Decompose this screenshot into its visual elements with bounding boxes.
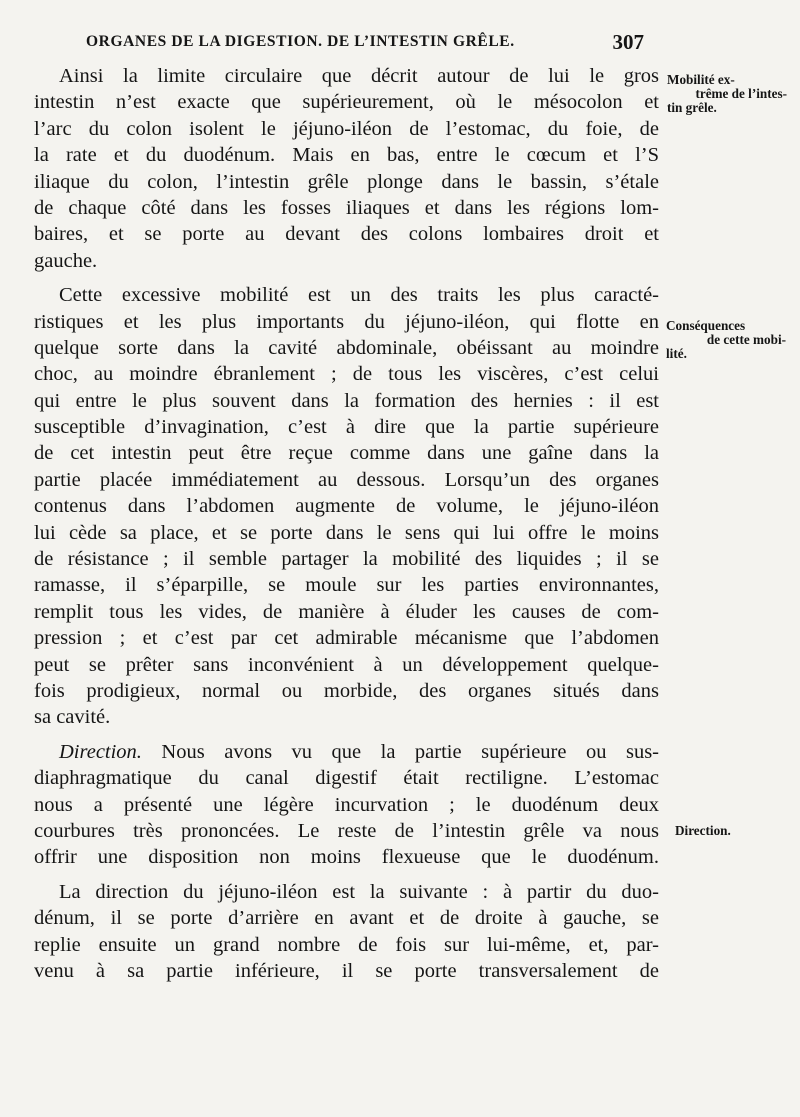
text-line: ristiques et les plus importants du jéjuno-iléon, qui flotte en <box>34 310 659 333</box>
text-line: contenus dans l’abdomen augmente de volume, le jéjuno-iléon <box>34 495 659 518</box>
text-line: lui cède sa place, et se porte dans le sens qui lui offre le moins <box>34 521 659 544</box>
text-line: quelque sorte dans la cavité abdominale, obéissant au moindre <box>34 336 659 359</box>
margin-note-direction <box>675 824 795 838</box>
text-line: la rate et du duodénum. Mais en bas, entre le cœcum et l’S <box>34 144 659 167</box>
page-number: 307 <box>612 30 644 54</box>
text-line: partie placée immédiatement au dessous. Lorsqu’un des organes <box>34 468 659 491</box>
text-line: Cette excessive mobilité est un des traits les plus caracté- <box>59 284 659 307</box>
margin-note-mobilite <box>667 73 787 115</box>
text-line: intestin n’est exacte que supérieurement, où le mésocolon et <box>34 91 659 114</box>
margin-note-line: Conséquences <box>666 318 746 333</box>
text-line: de chaque côté dans les fosses iliaques et dans les régions lom- <box>34 196 659 219</box>
margin-note-line: lité. <box>666 346 687 361</box>
margin-note-line: Direction. <box>675 823 731 838</box>
text-line: offrir une disposition non moins flexueuse que le duodénum. <box>34 846 659 869</box>
running-head <box>86 31 644 57</box>
text-line: diaphragmatique du canal digestif était rectiligne. L’estomac <box>34 767 659 790</box>
section-lead: Direction. <box>59 740 142 763</box>
text-run: Nous avons vu que la partie supérieure ou sus- <box>141 740 659 763</box>
text-line: replie ensuite un grand nombre de fois sur lui-même, et, par- <box>34 933 659 956</box>
text-line: nous a présenté une légère incurvation ; le duodénum deux <box>34 793 659 816</box>
text-line: de résistance ; il semble partager la mobilité des liquides ; il se <box>34 548 659 571</box>
text-line: remplit tous les vides, de manière à éluder les causes de com- <box>34 600 659 623</box>
text-line: pression ; et c’est par cet admirable mécanisme que l’abdomen <box>34 627 659 650</box>
text-line: La direction du jéjuno-iléon est la suivante : à partir du duo- <box>59 880 659 903</box>
text-line <box>34 739 659 765</box>
text-line: de cet intestin peut être reçue comme dans une gaîne dans la <box>34 442 659 465</box>
paragraph-direction <box>34 739 659 871</box>
running-title: ORGANES DE LA DIGESTION. DE L’INTESTIN GRÊLE. <box>86 33 515 50</box>
text-line: peut se prêter sans inconvénient à un développement quelque- <box>34 653 659 676</box>
text-line: choc, au moindre ébranlement ; de tous les viscères, c’est celui <box>34 363 659 386</box>
margin-note-line: Mobilité ex- <box>667 72 735 87</box>
paragraph-limite <box>34 63 659 274</box>
text-line: qui entre le plus souvent dans la formation des hernies : il est <box>34 389 659 412</box>
text-line: venu à sa partie inférieure, il se porte transversalement de <box>34 959 659 982</box>
text-line: fois prodigieux, normal ou morbide, des organes situés dans <box>34 679 659 702</box>
text-line: ramasse, il s’éparpille, se moule sur les parties environnantes, <box>34 574 659 597</box>
text-line: iliaque du colon, l’intestin grêle plonge dans le bassin, s’étale <box>34 170 659 193</box>
paragraph-mobilite <box>34 282 659 731</box>
text-line: susceptible d’invagination, c’est à dire que la partie supérieure <box>34 416 659 439</box>
text-line: sa cavité. <box>34 706 111 729</box>
text-line: Ainsi la limite circulaire que décrit autour de lui le gros <box>59 65 659 87</box>
margin-note-line: de cette mobi- <box>706 332 786 347</box>
body-text <box>34 63 659 984</box>
margin-note-line: trême de l’intes- <box>695 86 787 101</box>
text-line: gauche. <box>34 249 98 272</box>
text-line: baires, et se porte au devant des colons lombaires droit et <box>34 223 659 246</box>
text-line: l’arc du colon isolent le jéjuno-iléon de l’estomac, du foie, de <box>34 117 659 140</box>
margin-note-consequences <box>666 319 786 361</box>
paragraph-direction-suite <box>34 879 659 985</box>
margin-note-line: tin grêle. <box>667 100 717 115</box>
text-line: courbures très prononcées. Le reste de l’intestin grêle va nous <box>34 819 659 842</box>
text-line: dénum, il se porte d’arrière en avant et de droite à gauche, se <box>34 907 659 930</box>
